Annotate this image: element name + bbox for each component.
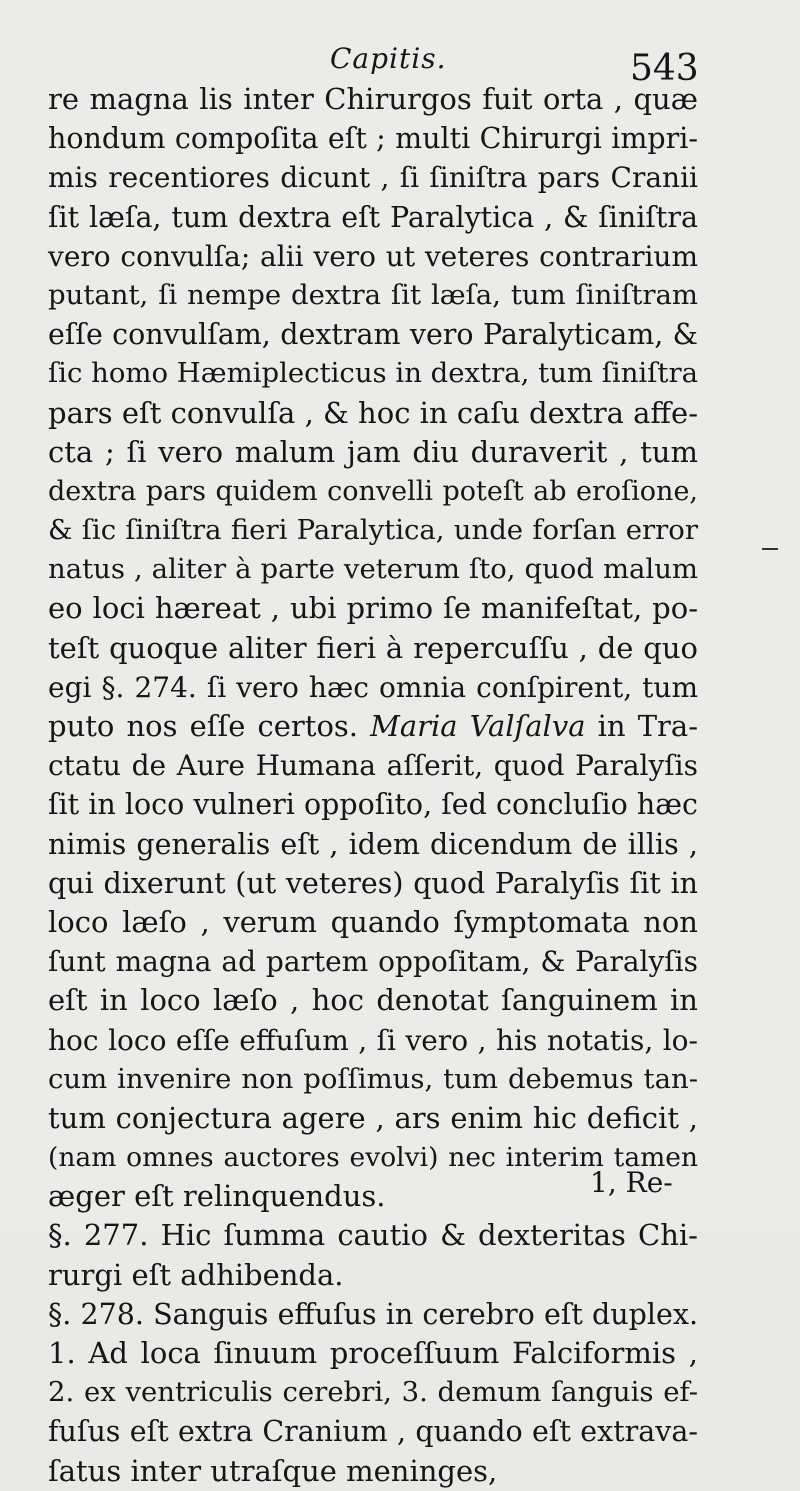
margin-dash [762, 548, 778, 550]
text-line: eo loci hæreat , ubi primo ſe manifeſtat, po- [48, 591, 698, 626]
catchword: 1, Re- [590, 1166, 673, 1199]
text-line: æger eſt relinquendus. [48, 1179, 386, 1214]
running-head: Capitis. [330, 42, 447, 75]
text-line: teſt quoque aliter fieri à repercuſſu , de quo [48, 630, 698, 665]
text-line: & ſic ſiniſtra fieri Paralytica, unde forſan error [48, 514, 698, 547]
text-line: 2. ex ventriculis cerebri, 3. demum ſanguis ef- [48, 1376, 698, 1409]
text-line: cta ; ſi vero malum jam diu duraverit , tum [48, 434, 698, 469]
text-line: §. 278. Sanguis effuſus in cerebro eſt duplex. [48, 1297, 698, 1331]
text-line: loco læſo , verum quando ſymptomata non [48, 904, 698, 939]
text-line: hondum compoſita eſt ; multi Chirurgi impri- [48, 122, 698, 156]
text-line: eſt in loco læſo , hoc denotat ſanguinem in [48, 983, 698, 1018]
text-line: ctatu de Aure Humana aſſerit, quod Paralyſis [48, 749, 698, 783]
text-line: 1. Ad loca ſinuum proceſſuum Falciformis , [48, 1336, 698, 1370]
text-line: qui dixerunt (ut veteres) quod Paralyſis ſit in [48, 866, 698, 900]
text-line: (nam omnes auctores evolvi) nec interim tamen [48, 1142, 698, 1174]
text-line: pars eſt convulſa , & hoc in caſu dextra affe- [48, 395, 698, 430]
text-span: in Tra- [597, 709, 698, 743]
text-line: fuſus eſt extra Cranium , quando eſt extrava- [48, 1415, 698, 1449]
text-line: eſſe convulſam, dextram vero Paralyticam, & [48, 318, 698, 352]
text-line: rurgi eſt adhibenda. [48, 1257, 344, 1292]
text-line: dextra pars quidem convelli poteſt ab eroſione, [48, 475, 698, 507]
text-line: ſit in loco vulneri oppoſito, ſed concluſio hæc [48, 788, 698, 822]
text-line: §. 277. Hic ſumma cautio & dexteritas Chi- [48, 1218, 698, 1253]
text-line: nimis generalis eſt , idem dicendum de illis , [48, 827, 698, 861]
text-line: egi §. 274. ſi vero hæc omnia conſpirent, tum [48, 670, 698, 704]
text-line: hoc loco eſſe effuſum , ſi vero , his notatis, lo- [48, 1023, 698, 1057]
text-line: ſic homo Hæmiplecticus in dextra, tum ſiniſtra [48, 357, 698, 390]
author-name: Maria Valſalva [370, 709, 586, 743]
body-text [48, 80, 698, 1491]
text-line: ſit læſa, tum dextra eſt Paralytica , & ſiniſtra [48, 200, 698, 234]
text-line: cum invenire non poſſimus, tum debemus tan- [48, 1062, 698, 1095]
page-number: 543 [630, 48, 699, 89]
text-line: tum conjectura agere , ars enim hic deficit , [48, 1100, 698, 1135]
text-line: ſatus inter utraſque meninges, [48, 1453, 498, 1488]
text-line [48, 707, 698, 746]
text-line: re magna lis inter Chirurgos fuit orta , quæ [48, 82, 698, 116]
text-line: natus , aliter à parte veterum ſto, quod malum [48, 553, 698, 586]
text-line: ſunt magna ad partem oppoſitam, & Paralyſis [48, 945, 698, 979]
text-line: vero convulſa; alii vero ut veteres contrarium [48, 239, 698, 273]
text-line: putant, ſi nempe dextra ſit læſa, tum ſiniſtram [48, 278, 698, 311]
text-span: puto nos eſſe certos. [48, 709, 359, 743]
text-line: mis recentiores dicunt , ſi ſiniſtra pars Cranii [48, 161, 698, 195]
